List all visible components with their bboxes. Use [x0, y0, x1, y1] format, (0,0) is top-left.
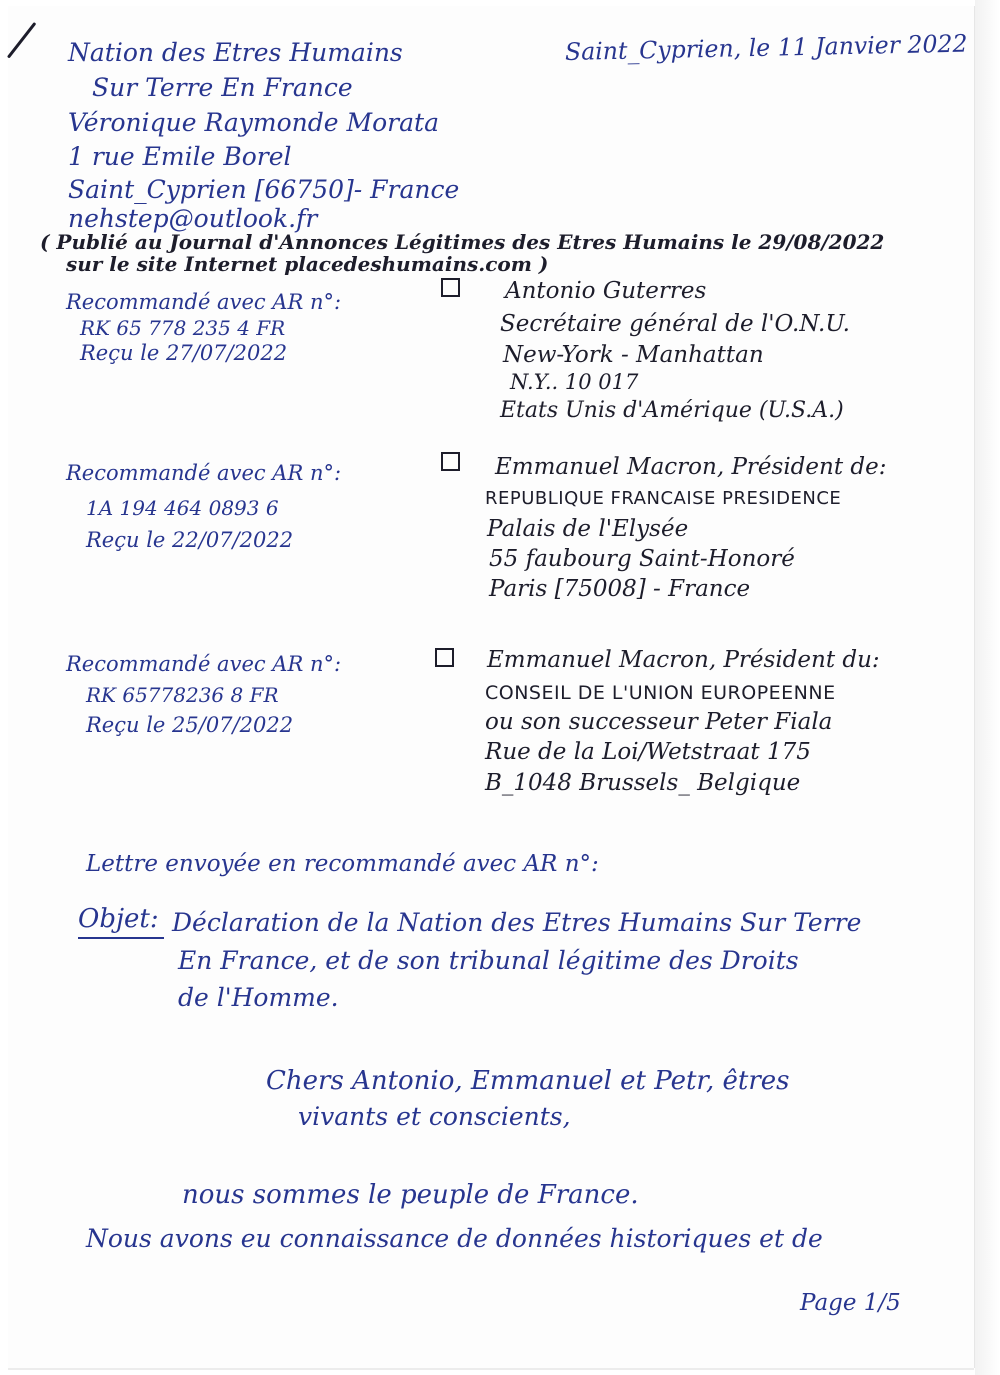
place-date: Saint_Cyprien, le 11 Janvier 2022 [564, 29, 968, 66]
registered-label: Recommandé avec AR n°: [66, 652, 342, 676]
sent-line: Lettre envoyée en recommandé avec AR n°: [86, 851, 599, 877]
recipient-line: Antonio Guterres [505, 278, 707, 304]
subject-line: Déclaration de la Nation des Etres Humains Sur Terre [172, 908, 862, 937]
sender-line: Nation des Etres Humains [68, 38, 403, 67]
subject-underline [78, 937, 164, 939]
publication-note: ( Publié au Journal d'Annonces Légitimes des Etres Humains le 29/08/2022 [40, 230, 885, 254]
recipient-line: 55 faubourg Saint-Honoré [489, 546, 795, 572]
tracking-number: RK 65 778 235 4 FR [80, 316, 286, 340]
sender-line: Véronique Raymonde Morata [68, 108, 439, 137]
subject-line: de l'Homme. [178, 983, 339, 1012]
recipient-line: ou son successeur Peter Fiala [485, 709, 833, 735]
page-number: Page 1/5 [800, 1290, 901, 1316]
subject-line: En France, et de son tribunal légitime des Droits [178, 946, 799, 975]
received-date: Reçu le 22/07/2022 [86, 528, 294, 552]
checkbox [441, 452, 460, 471]
recipient-line: Emmanuel Macron, Président de: [495, 454, 887, 480]
scan-edge [975, 0, 1000, 1375]
recipient-line: CONSEIL DE L'UNION EUROPEENNE [485, 682, 836, 704]
body-line: Nous avons eu connaissance de données historiques et de [86, 1224, 823, 1253]
registered-label: Recommandé avec AR n°: [66, 461, 342, 485]
recipient-line: REPUBLIQUE FRANCAISE PRESIDENCE [485, 488, 842, 509]
recipient-line: New-York - Manhattan [503, 342, 764, 368]
recipient-line: Rue de la Loi/Wetstraat 175 [485, 739, 811, 765]
recipient-line: N.Y.. 10 017 [510, 370, 639, 394]
salutation-line: vivants et conscients, [298, 1102, 571, 1131]
sender-line: 1 rue Emile Borel [68, 142, 292, 171]
recipient-line: B_1048 Brussels_ Belgique [485, 770, 801, 796]
recipient-line: Etats Unis d'Amérique (U.S.A.) [500, 398, 844, 423]
checkbox [435, 648, 454, 667]
recipient-line: Palais de l'Elysée [487, 516, 689, 542]
tracking-number: RK 65778236 8 FR [86, 683, 279, 707]
body-line: nous sommes le peuple de France. [182, 1180, 639, 1210]
recipient-line: Paris [75008] - France [489, 576, 751, 602]
received-date: Reçu le 25/07/2022 [86, 713, 294, 737]
recipient-line: Emmanuel Macron, Président du: [487, 647, 880, 673]
salutation-line: Chers Antonio, Emmanuel et Petr, êtres [266, 1066, 790, 1096]
checkbox [441, 278, 460, 297]
registered-label: Recommandé avec AR n°: [66, 290, 342, 314]
sender-line: Saint_Cyprien [66750]- France [68, 175, 460, 204]
recipient-line: Secrétaire général de l'O.N.U. [500, 311, 850, 337]
received-date: Reçu le 27/07/2022 [80, 341, 288, 365]
publication-note: sur le site Internet placedeshumains.com ) [66, 252, 549, 276]
sender-email: nehstep@outlook.fr [68, 204, 318, 233]
subject-label: Objet: [78, 904, 159, 934]
sender-line: Sur Terre En France [92, 73, 353, 102]
tracking-number: 1A 194 464 0893 6 [86, 496, 279, 520]
